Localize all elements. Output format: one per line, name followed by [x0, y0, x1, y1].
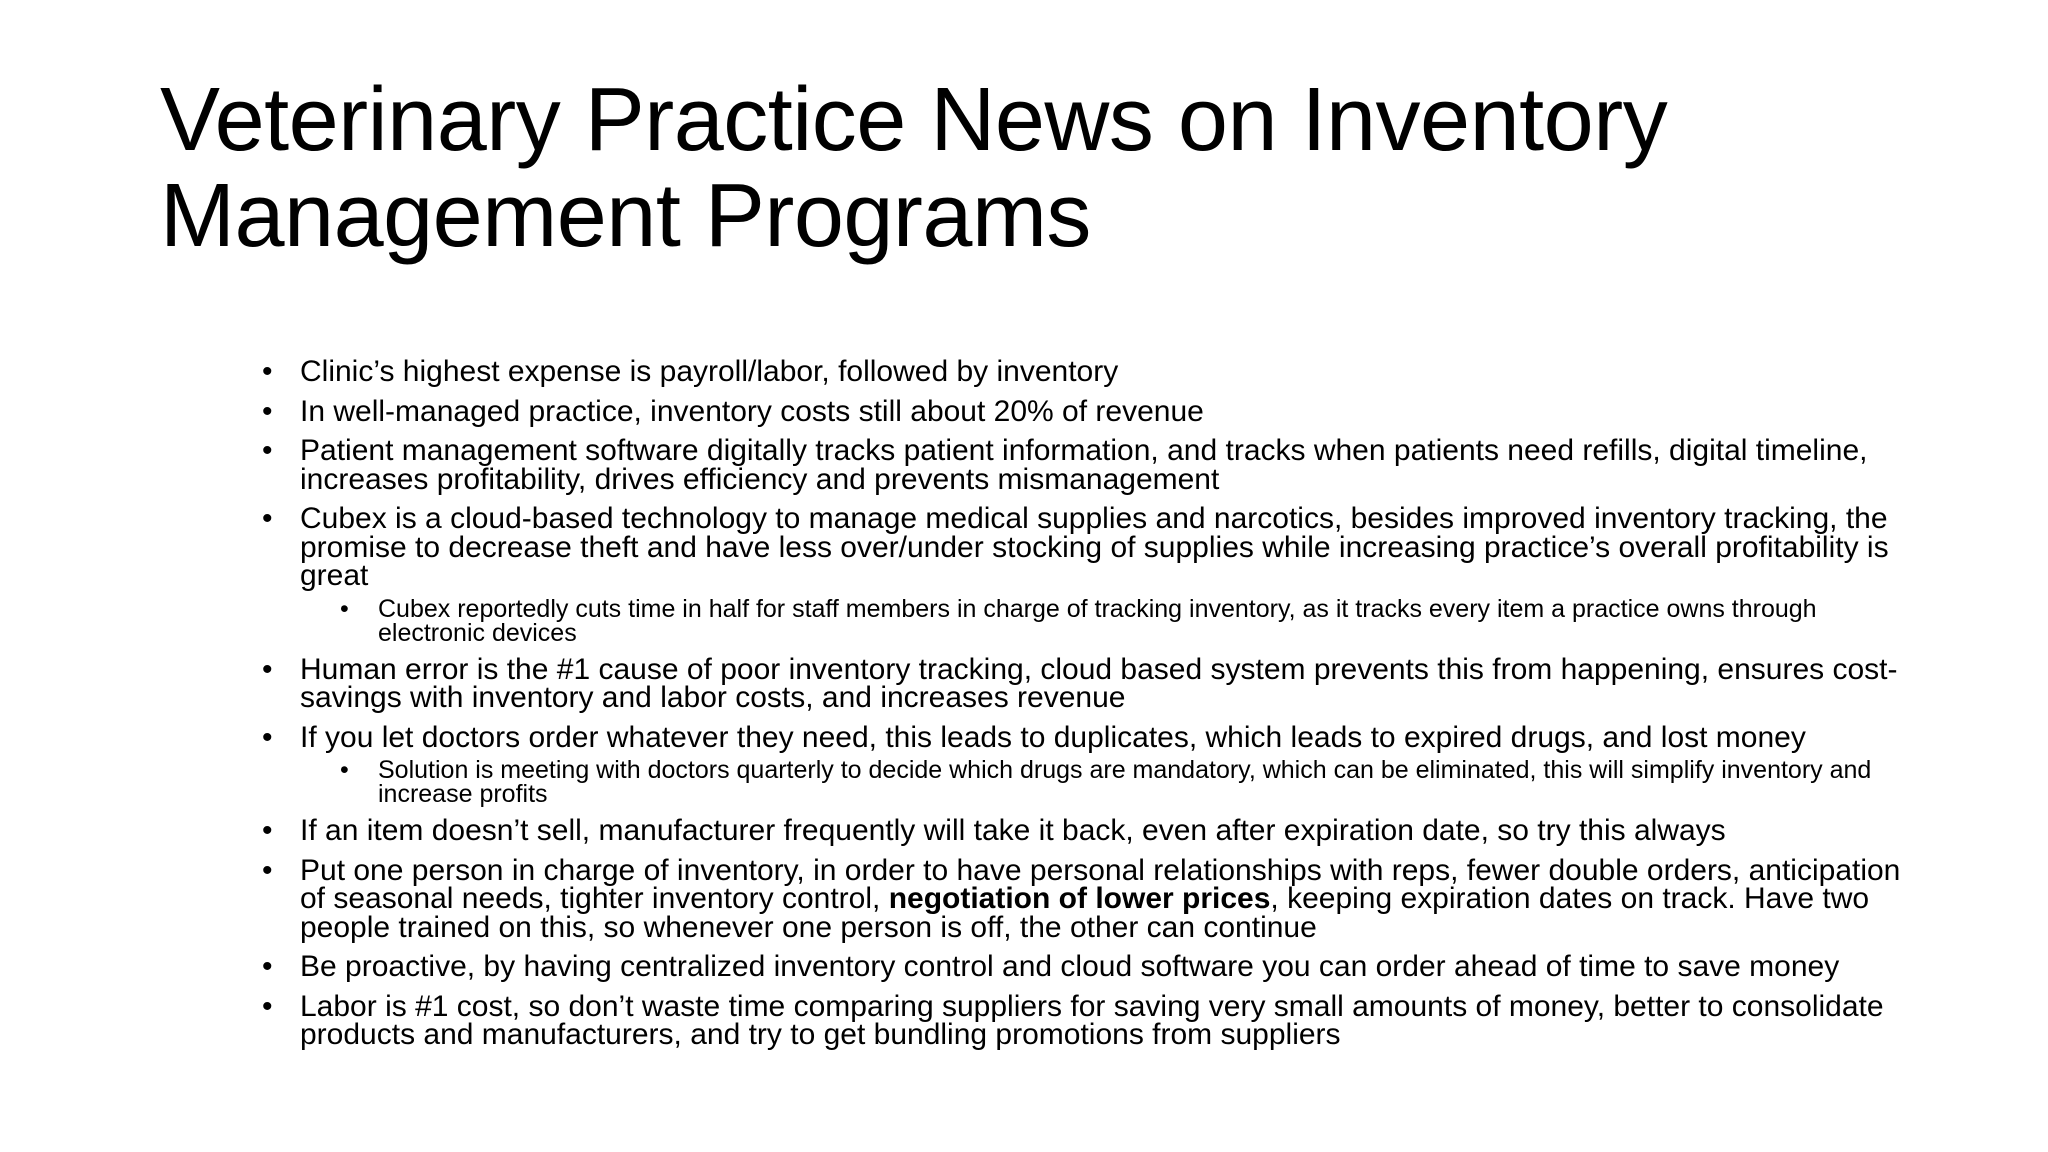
bullet-marker: • — [262, 853, 273, 887]
bullet-marker: • — [262, 394, 273, 428]
bullet-item — [262, 394, 1920, 428]
bullet-text: Patient management software digitally tracks patient information, and tracks when patients need refills, digital timeline, increases profitability, drives efficiency and prevents mismanagement — [300, 434, 1868, 496]
bullet-text — [300, 854, 1900, 944]
sub-bullet-item — [340, 594, 1920, 647]
bullet-marker: • — [262, 434, 273, 467]
bullet-text-bold: negotiation of lower prices — [888, 882, 1271, 915]
bullet-item — [262, 720, 1920, 808]
bullet-marker: • — [262, 989, 273, 1023]
bullet-item — [262, 989, 1920, 1051]
bullet-item — [262, 853, 1920, 944]
sub-bullet-item — [340, 756, 1920, 808]
bullet-marker: • — [262, 950, 273, 983]
slide-title: Veterinary Practice News on Inventory Management Programs — [160, 70, 1668, 266]
bullet-item — [262, 502, 1920, 647]
bullet-text: Be proactive, by having centralized inventory control and cloud software you can order ahead of time to save money — [300, 950, 1840, 983]
bullet-marker: • — [262, 652, 273, 686]
bullet-marker: • — [262, 720, 273, 754]
bullet-item — [262, 434, 1920, 496]
bullet-marker: • — [340, 756, 349, 784]
bullet-text-part: , keeping expiration dates on track. Have two people trained on this, so whenever one person is off, the other can continue — [300, 882, 1870, 944]
bullet-marker: • — [262, 502, 273, 535]
bullet-text: Human error is the #1 cause of poor inventory tracking, cloud based system prevents this from happening, ensures cost-savings with inventory and labor costs, and increases revenue — [300, 652, 1898, 714]
bullet-item — [262, 652, 1920, 714]
bullet-text-part: Put one person in charge of inventory, in order to have personal relationships with reps, fewer double orders, anticipation of seasonal needs, tighter inventory control, — [300, 853, 1901, 915]
bullet-item — [262, 355, 1920, 388]
sub-bullet-list — [300, 594, 1920, 647]
sub-bullet-text: Cubex reportedly cuts time in half for staff members in charge of tracking inventory, as it tracks every item a practice owns through electronic devices — [378, 594, 1817, 647]
sub-bullet-list — [300, 758, 1920, 806]
slide-body — [262, 355, 1920, 1061]
bullet-marker: • — [262, 814, 273, 847]
bullet-text: If you let doctors order whatever they need, this leads to duplicates, which leads to expired drugs, and lost money — [300, 720, 1806, 754]
bullet-marker: • — [262, 355, 273, 388]
bullet-marker: • — [340, 594, 349, 623]
bullet-item — [262, 814, 1920, 847]
bullet-text: In well-managed practice, inventory costs still about 20% of revenue — [300, 394, 1204, 428]
bullet-text: Cubex is a cloud-based technology to manage medical supplies and narcotics, besides improved inventory tracking, the promise to decrease theft and have less over/under stocking of supplies while increasing practice’s overall profitability is great — [300, 502, 1889, 592]
bullet-text: If an item doesn’t sell, manufacturer frequently will take it back, even after expiration date, so try this always — [300, 814, 1726, 847]
bullet-text: Clinic’s highest expense is payroll/labor, followed by inventory — [300, 355, 1119, 388]
bullet-list — [262, 355, 1920, 1051]
sub-bullet-text: Solution is meeting with doctors quarterly to decide which drugs are mandatory, which can be eliminated, this will simplify inventory and increase profits — [378, 756, 1872, 808]
bullet-text: Labor is #1 cost, so don’t waste time comparing suppliers for saving very small amounts of money, better to consolidate products and manufacturers, and try to get bundling promotions from suppliers — [300, 989, 1884, 1051]
bullet-item — [262, 950, 1920, 983]
